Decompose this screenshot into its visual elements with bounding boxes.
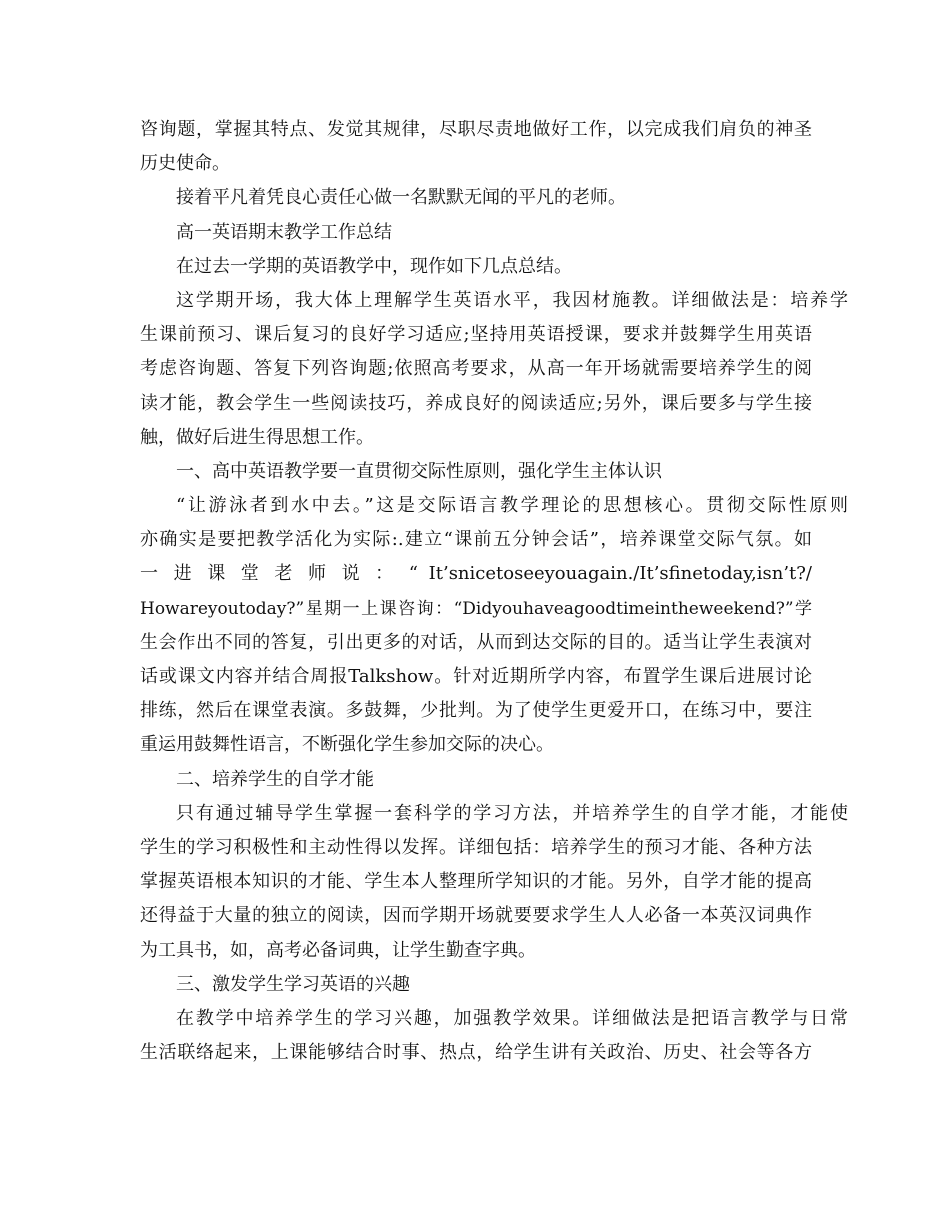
text-line: 触，做好后进生得思想工作。 (140, 426, 374, 448)
text-line: 掌握英语根本知识的才能、学生本人整理所学知识的才能。另外，自学才能的提高 (140, 871, 812, 893)
text-line: 这学期开场，我大体上理解学生英语水平，我因材施教。详细做法是：培养学 (176, 289, 848, 311)
text-line: 接着平凡着凭良心责任心做一名默默无闻的平凡的老师。 (176, 187, 626, 209)
text-line: 排练，然后在课堂表演。多鼓舞，少批判。为了使学生更爱开口，在练习中，要注 (140, 700, 812, 722)
section-heading: 二、培养学生的自学才能 (176, 768, 374, 790)
text-line: 为工具书，如，高考必备词典，让学生勤查字典。 (140, 939, 536, 961)
text-line: 重运用鼓舞性语言，不断强化学生参加交际的决心。 (140, 734, 554, 756)
section-title: 高一英语期末教学工作总结 (176, 221, 392, 243)
section-heading: 一、高中英语教学要一直贯彻交际性原则，强化学生主体认识 (176, 460, 662, 482)
section-heading: 三、激发学生学习英语的兴趣 (176, 973, 410, 995)
text-line: “让游泳者到水中去。”这是交际语言教学理论的思想核心。贯彻交际性原则 (176, 495, 848, 517)
text-line: 生活联络起来，上课能够结合时事、热点，给学生讲有关政治、历史、社会等各方 (140, 1042, 812, 1064)
text-line: 一 进 课 堂 老 师 说 ： “ It’snicetoseeyouagain./It’sfinetoday,isn’t?/ (140, 563, 812, 585)
text-line: 生课前预习、课后复习的良好学习适应;坚持用英语授课，要求并鼓舞学生用英语 (140, 324, 812, 346)
text-line: 在教学中培养学生的学习兴趣，加强教学效果。详细做法是把语言教学与日常 (176, 1007, 848, 1029)
text-line: Howareyoutoday?”星期一上课咨询：“Didyouhaveagoodtimeintheweekend?”学 (140, 598, 812, 619)
text-line: 咨询题，掌握其特点、发觉其规律，尽职尽责地做好工作，以完成我们肩负的神圣 (140, 119, 812, 140)
text-line: 学生的学习积极性和主动性得以发挥。详细包括：培养学生的预习才能、各种方法 (140, 836, 812, 858)
text-line: 亦确实是要把教学活化为实际:.建立“课前五分钟会话”，培养课堂交际气氛。如 (140, 529, 812, 551)
text-line: 只有通过辅导学生掌握一套科学的学习方法，并培养学生的自学才能，才能使 (176, 802, 848, 824)
text-line: 考虑咨询题、答复下列咨询题;依照高考要求，从高一年开场就需要培养学生的阅 (140, 358, 812, 380)
text-line: 在过去一学期的英语教学中，现作如下几点总结。 (176, 255, 572, 277)
text-line: 生会作出不同的答复，引出更多的对话，从而到达交际的目的。适当让学生表演对 (140, 631, 812, 653)
text-line: 历史使命。 (140, 153, 230, 175)
document-body (140, 113, 848, 1070)
text-line: 还得益于大量的独立的阅读，因而学期开场就要要求学生人人必备一本英汉词典作 (140, 905, 812, 927)
text-line: 话或课文内容并结合周报Talkshow。针对近期所学内容，布置学生课后进展讨论 (140, 666, 812, 687)
text-line: 读才能，教会学生一些阅读技巧，养成良好的阅读适应;另外，课后要多与学生接 (140, 392, 812, 414)
